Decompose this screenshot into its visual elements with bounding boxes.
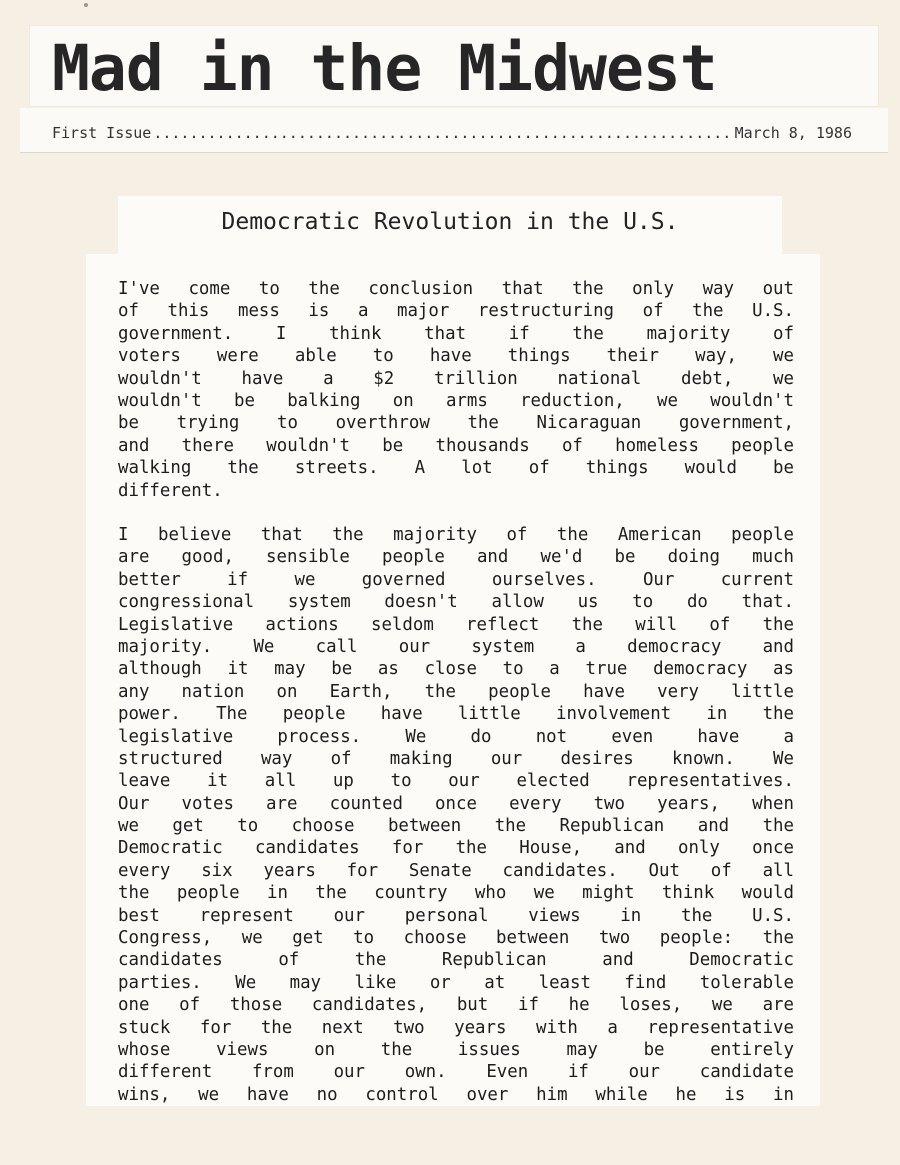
headline-clipping [118,196,782,254]
text-line: structured way of making our desires known. We [118,748,794,769]
text-line: walking the streets. A lot of things would be [118,458,794,479]
text-line: wins, we have no control over him while he is in [118,1084,794,1105]
text-line: power. The people have little involvement in the [118,704,794,725]
issue-label: First Issue [52,124,152,142]
paragraph-1 [118,278,794,502]
text-line: although it may be as close to a true democracy as [118,659,794,680]
dateline [52,124,852,142]
text-line: different from our own. Even if our candidate [118,1062,794,1083]
text-line: different. [118,480,223,501]
text-line: every six years for Senate candidates. Out of all [118,860,794,881]
text-line: I've come to the conclusion that the only way out [118,279,794,299]
text-line: wouldn't have a $2 trillion national debt, we [118,368,794,389]
text-line: be trying to overthrow the Nicaraguan government, [118,413,794,434]
text-line: government. I think that if the majority of [118,323,794,344]
issue-date: March 8, 1986 [734,124,852,142]
article-headline: Democratic Revolution in the U.S. [221,209,679,235]
dot-leader [153,124,732,142]
text-line: legislative process. We do not even have a [118,726,794,747]
text-line: Congress, we get to choose between two people: the [118,928,794,949]
text-line: majority. We call our system a democracy and [118,636,794,657]
text-line: leave it all up to our elected representatives. [118,771,794,792]
text-line: wouldn't be balking on arms reduction, we wouldn't [118,390,794,411]
dateline-strip [20,108,888,153]
text-line: Our votes are counted once every two years, when [118,793,794,814]
text-line: any nation on Earth, the people have very little [118,681,794,702]
newsletter-title: Mad in the Midwest [52,32,717,105]
masthead [30,26,878,106]
text-line: Legislative actions seldom reflect the will of the [118,614,794,635]
text-line: parties. We may like or at least find tolerable [118,972,794,993]
text-line: the people in the country who we might think would [118,883,794,904]
paragraph-2 [118,524,794,1106]
text-line: whose views on the issues may be entirely [118,1039,794,1060]
text-line: stuck for the next two years with a representative [118,1017,794,1038]
article-body [86,254,820,1106]
text-line: congressional system doesn't allow us to do that. [118,592,794,613]
text-line: Democratic candidates for the House, and only once [118,838,794,859]
text-line: one of those candidates, but if he loses, we are [118,995,794,1016]
text-line: better if we governed ourselves. Our current [118,569,794,590]
text-line: voters were able to have things their way, we [118,346,794,367]
text-line: I believe that the majority of the American people [118,525,794,545]
text-line: and there wouldn't be thousands of homeless people [118,435,794,456]
text-line: best represent our personal views in the U.S. [118,905,794,926]
text-line: candidates of the Republican and Democratic [118,950,794,971]
text-line: we get to choose between the Republican and the [118,816,794,837]
text-line: of this mess is a major restructuring of the U.S. [118,301,794,322]
paper-speck [84,3,88,7]
text-line: are good, sensible people and we'd be doing much [118,547,794,568]
